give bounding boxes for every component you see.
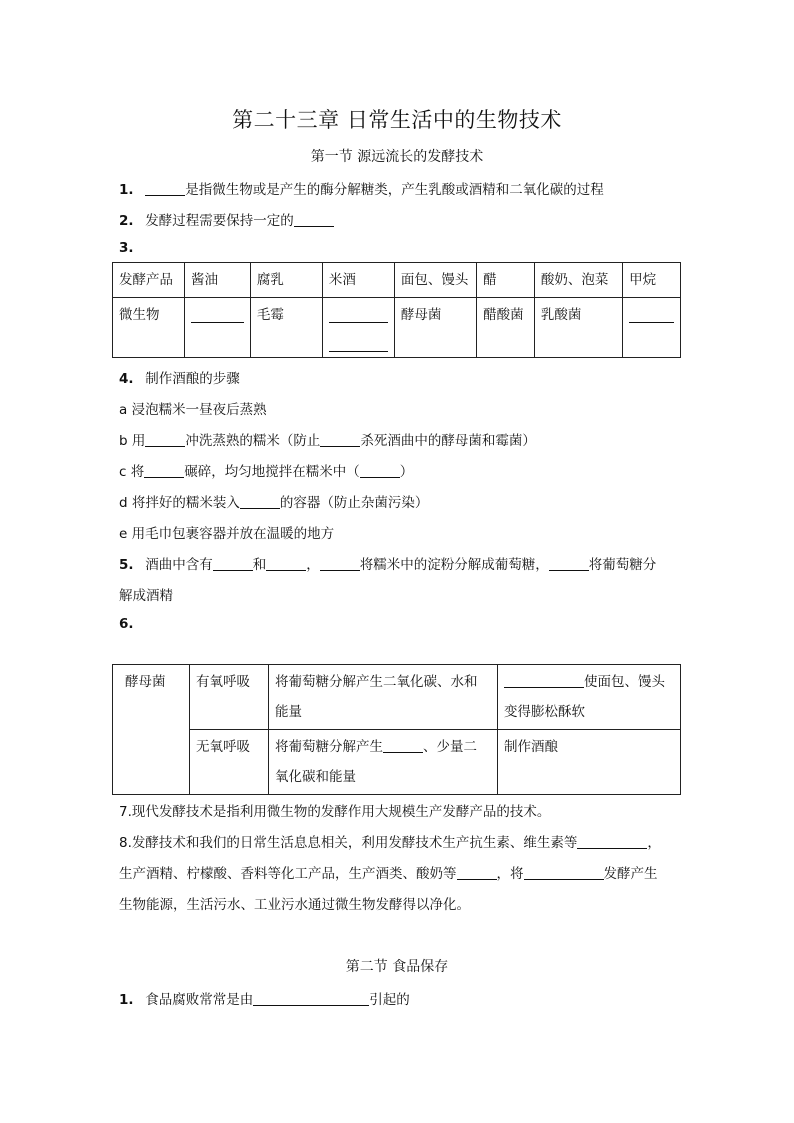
table-cell: 米酒 <box>322 263 394 298</box>
question-number: 3. <box>119 240 134 256</box>
answer-blank[interactable] <box>144 463 184 478</box>
table-cell: 无氧呼吸 <box>190 730 269 795</box>
table-cell[interactable] <box>322 298 394 358</box>
cell-text: 氧化碳和能量 <box>275 769 356 785</box>
question-number: 4. <box>119 371 134 387</box>
table-row <box>113 298 681 358</box>
answer-blank[interactable] <box>266 556 306 571</box>
statement-text: 生物能源，生活污水、工业污水通过微生物发酵得以净化。 <box>119 897 470 913</box>
question-text: 制作酒酿的步骤 <box>145 371 240 387</box>
table-row <box>113 730 681 795</box>
statement-text: ， <box>647 835 661 851</box>
step-b <box>119 429 536 449</box>
answer-blank[interactable] <box>524 865 604 880</box>
question-4 <box>119 367 240 387</box>
statement-text: 生产酒精、柠檬酸、香料等化工产品，生产酒类、酸奶等 <box>119 866 457 882</box>
answer-blank[interactable] <box>504 673 584 688</box>
question-5-cont <box>119 584 173 604</box>
question-text: 发酵过程需要保持一定的 <box>145 213 294 229</box>
table-cell: 酵母菌 <box>113 665 190 795</box>
answer-blank[interactable] <box>383 738 423 753</box>
question-text: 是指微生物或是产生的酶分解糖类，产生乳酸或酒精和二氧化碳的过程 <box>185 182 604 198</box>
table-cell: 毛霉 <box>250 298 322 358</box>
yeast-table <box>112 664 681 795</box>
table-cell <box>498 665 681 730</box>
answer-blank[interactable] <box>145 432 185 447</box>
step-text: 冲洗蒸熟的糯米（防止 <box>185 433 321 449</box>
question-6 <box>119 616 141 632</box>
statement-8 <box>119 831 661 851</box>
answer-blank[interactable] <box>329 308 388 323</box>
step-text: e 用毛巾包裹容器并放在温暖的地方 <box>119 526 335 542</box>
statement-7 <box>119 800 550 820</box>
step-c <box>119 460 413 480</box>
question-number: 1. <box>119 992 134 1008</box>
cell-text: 能量 <box>275 704 302 720</box>
statement-8-line3 <box>119 893 470 913</box>
answer-blank[interactable] <box>253 991 369 1006</box>
cell-text: 将葡萄糖分解产生二氧化碳、水和 <box>275 674 478 690</box>
question-2 <box>119 209 334 229</box>
statement-text: 7.现代发酵技术是指利用微生物的发酵作用大规模生产发酵产品的技术。 <box>119 804 551 820</box>
statement-8-line2 <box>119 862 658 882</box>
answer-blank[interactable] <box>457 865 497 880</box>
table-cell: 面包、馒头 <box>394 263 476 298</box>
step-text: 杀死酒曲中的酵母菌和霉菌） <box>360 433 536 449</box>
step-e <box>119 522 334 542</box>
table-cell: 微生物 <box>113 298 185 358</box>
question-3 <box>119 240 141 256</box>
table-cell <box>269 730 498 795</box>
statement-text: ，将 <box>496 866 524 882</box>
table-row <box>113 263 681 298</box>
table-cell: 乳酸菌 <box>534 298 622 358</box>
table-cell: 制作酒酿 <box>498 730 681 795</box>
question-text: 引起的 <box>369 992 410 1008</box>
table-cell: 发酵产品 <box>113 263 185 298</box>
step-text: d 将拌好的糯米装入 <box>119 495 240 511</box>
question-text: 解成酒精 <box>119 588 173 604</box>
cell-text: 、少量二 <box>423 739 477 755</box>
answer-blank[interactable] <box>629 308 674 323</box>
answer-blank[interactable] <box>294 212 334 227</box>
cell-text: 变得膨松酥软 <box>504 704 585 720</box>
table-cell: 腐乳 <box>250 263 322 298</box>
answer-blank[interactable] <box>329 337 388 352</box>
answer-blank[interactable] <box>320 556 360 571</box>
table-cell: 醋 <box>477 263 535 298</box>
table-cell: 有氧呼吸 <box>190 665 269 730</box>
question-text: 将糯米中的淀粉分解成葡萄糖， <box>359 557 549 573</box>
question-number: 6. <box>119 616 134 632</box>
answer-blank[interactable] <box>360 463 400 478</box>
step-text: b 用 <box>119 433 146 449</box>
answer-blank[interactable] <box>240 494 280 509</box>
step-text: 碾碎，均匀地搅拌在糯米中（ <box>184 464 360 480</box>
answer-blank[interactable] <box>213 556 253 571</box>
table-row <box>113 665 681 730</box>
question-number: 2. <box>119 213 134 229</box>
question-text: 将葡萄糖分 <box>588 557 657 573</box>
step-d <box>119 491 428 511</box>
question-number: 5. <box>119 557 134 573</box>
question-number: 1. <box>119 182 134 198</box>
table-cell: 酵母菌 <box>394 298 476 358</box>
table-cell[interactable] <box>185 298 251 358</box>
statement-text: 发酵产生 <box>603 866 658 882</box>
step-a <box>119 398 267 418</box>
table-cell: 酱油 <box>185 263 251 298</box>
table-cell[interactable] <box>623 298 681 358</box>
question-5 <box>119 553 656 573</box>
cell-text: 将葡萄糖分解产生 <box>275 739 383 755</box>
table-cell: 甲烷 <box>623 263 681 298</box>
answer-blank[interactable] <box>577 834 647 849</box>
step-text: 的容器（防止杂菌污染） <box>279 495 429 511</box>
table-cell <box>269 665 498 730</box>
question-text: 食品腐败常常是由 <box>145 992 254 1008</box>
question-text: 和 <box>252 557 267 573</box>
answer-blank[interactable] <box>145 181 185 196</box>
statement-text: 8.发酵技术和我们的日常生活息息相关，利用发酵技术生产抗生素、维生素等 <box>119 835 578 851</box>
section-title-2: 第二节 食品保存 <box>345 959 449 975</box>
section2-question-1 <box>119 988 410 1008</box>
step-text: a 浸泡糯米一昼夜后蒸熟 <box>119 402 267 418</box>
step-text: c 将 <box>119 464 145 480</box>
answer-blank[interactable] <box>549 556 589 571</box>
step-text: ） <box>399 464 414 480</box>
question-text: 酒曲中含有 <box>145 557 213 573</box>
table-cell: 酸奶、泡菜 <box>534 263 622 298</box>
section-title: 第一节 源远流长的发酵技术 <box>310 149 484 165</box>
chapter-title: 第二十三章 日常生活中的生物技术 <box>232 108 562 132</box>
fermentation-table <box>112 262 681 358</box>
cell-text: 使面包、馒头 <box>584 674 665 690</box>
answer-blank[interactable] <box>320 432 360 447</box>
table-cell: 醋酸菌 <box>477 298 535 358</box>
question-text: ， <box>306 557 320 573</box>
answer-blank[interactable] <box>191 308 244 323</box>
question-1 <box>119 178 604 198</box>
